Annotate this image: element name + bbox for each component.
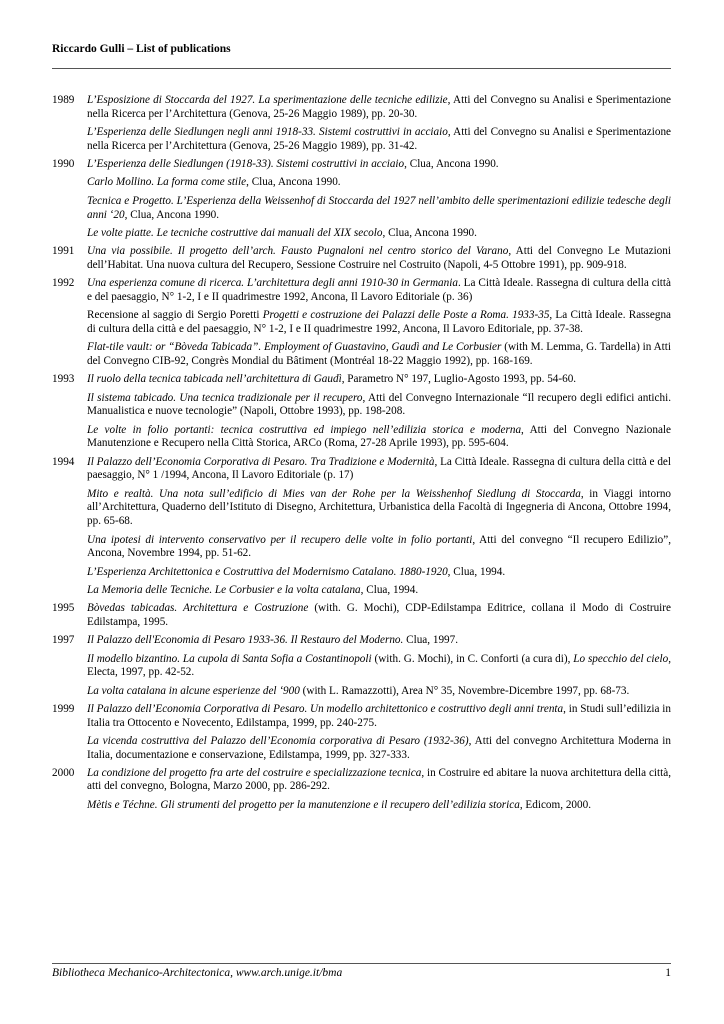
publication-details: , Parametro N° 197, Luglio-Agosto 1993, pp. 54-60. [341, 373, 577, 386]
year-group [52, 158, 671, 241]
publication-entry [87, 488, 671, 529]
year-group [52, 703, 671, 762]
publication-year: 1992 [52, 277, 75, 290]
year-group [52, 373, 671, 451]
publication-entry [87, 176, 671, 190]
publication-details: , Clua, 1994. [447, 565, 506, 578]
publication-title: L’Esperienza delle Siedlungen negli anni 1918-33. Sistemi costruttivi in acciaio [87, 126, 448, 139]
publication-details: , in Studi sull’edilizia in Italia tra Ottocento e Novecento, Edilstampa, 1999, pp. 240-275. [87, 702, 672, 729]
publication-list [52, 94, 671, 817]
publication-details: , Atti del Convegno Nazionale Manutenzione e Recupero nella Città Storica, ARCo (Roma, 27-28 Aprile 1993), pp. 595-604. [87, 423, 671, 450]
year-group [52, 602, 671, 629]
publication-details: , Atti del Convegno su Analisi e Sperimentazione nella Ricerca per l’Architettura (Genova, 25-26 Maggio 1989), pp. 31-42. [87, 126, 671, 152]
publication-entry [87, 392, 671, 419]
publication-details: , Atti del convegno “Il recupero Edilizio”, Ancona, Novembre 1994, pp. 51-62. [87, 533, 671, 560]
publication-title: Carlo Mollino. La forma come stile [87, 176, 247, 189]
year-group [52, 456, 671, 598]
publication-title: L’Esperienza Architettonica e Costruttiva del Modernismo Catalano. 1880-1920 [87, 565, 448, 578]
publication-details: (with L. Ramazzotti), Area N° 35, Novembre-Dicembre 1997, pp. 68-73. [299, 684, 630, 697]
publication-entry [87, 373, 671, 387]
publication-title: Il Palazzo dell'Economia di Pesaro 1933-36. Il Restauro del Moderno. [87, 634, 404, 647]
header-divider [52, 68, 671, 69]
publication-entry [87, 602, 671, 629]
publication-year: 1993 [52, 373, 75, 386]
publication-details: (with. G. Mochi), CDP-Edilstampa Editrice, collana il Modo di Costruire Edilstampa, 1995. [87, 602, 671, 628]
publication-title: Una ipotesi di intervento conservativo per il recupero delle volte in folio portanti [87, 533, 473, 546]
publication-title: Una via possibile. Il progetto dell’arch. Fausto Pugnaloni nel centro storico del Varano [87, 245, 509, 258]
year-group [52, 245, 671, 272]
publication-title: La condizione del progetto fra arte del costruire e specializzazione tecnica [87, 766, 422, 779]
publication-details: Clua, 1997. [403, 634, 459, 647]
year-group [52, 767, 671, 813]
publication-title: Le volte piatte. Le tecniche costruttive dai manuali del XIX secolo [87, 227, 383, 240]
publication-entry [87, 126, 671, 153]
publication-title: Bòvedas tabicadas. Architettura e Costruzione [87, 602, 309, 615]
publication-title: Una esperienza comune di ricerca. L’architettura degli anni 1910-30 in Germania [87, 277, 458, 290]
publication-entry [87, 534, 671, 561]
publication-details: , Clua, Ancona 1990. [124, 208, 220, 221]
publication-year: 1994 [52, 455, 75, 468]
publication-entry [87, 94, 671, 121]
publication-details: , Clua, 1994. [360, 584, 419, 597]
publication-year: 1990 [52, 157, 75, 170]
publication-year: 1991 [52, 245, 75, 258]
publication-entry [87, 456, 671, 483]
publication-entry [87, 341, 671, 368]
publication-entry [87, 584, 671, 598]
year-group [52, 94, 671, 153]
publication-details: , Electa, 1997, pp. 42-52. [87, 652, 672, 679]
publication-year: 2000 [52, 766, 75, 779]
publication-details: , Clua, Ancona 1990. [382, 227, 477, 240]
publication-details: , Atti del Convegno Le Mutazioni dell’Habitat. Una nuova cultura del Recupero, Sessione Costruire nel Costruito (Napoli, 4-5 Ottobre 1991), pp. 909-918. [87, 245, 671, 271]
publication-title: L’Esperienza delle Siedlungen (1918-33). Sistemi costruttivi in acciaio [87, 157, 405, 170]
publication-details: , in Viaggi intorno all’Architettura, Quaderno dell’Istituto di Disegno, Architettura, Urbanistica della Facoltà di Ingegneria di Ancona, Ottobre 1994, pp. 65-68. [87, 487, 672, 527]
publication-entry [87, 685, 671, 699]
publication-details: , Clua, Ancona 1990. [246, 176, 341, 189]
publication-details: , Atti del Convegno su Analisi e Sperimentazione nella Ricerca per l’Architettura (Genova, 25-26 Maggio 1989), pp. 20-30. [87, 94, 672, 120]
publication-entry [87, 227, 671, 241]
publication-title: Tecnica e Progetto. L’Esperienza della Weissenhof di Stoccarda del 1927 nell’ambito delle sperimentazioni edilizie tedesche degli anni ‘20 [87, 195, 671, 221]
page-header-title: Riccardo Gulli – List of publications [52, 43, 231, 55]
publication-title: Le volte in folio portanti: tecnica costruttiva ed impiego nell’edilizia storica e moderna [87, 423, 522, 436]
year-group [52, 277, 671, 369]
publication-details: , Atti del convegno Architettura Moderna in Italia, documentazione e conservazione, Edilstampa, 1999, pp. 327-333. [87, 735, 671, 761]
publication-entry [87, 158, 671, 172]
footer-text: Bibliotheca Mechanico-Architectonica, www.arch.unige.it/bma [52, 967, 343, 979]
publication-title: Il modello bizantino. La cupola di Santa Sofia a Costantinopoli [87, 652, 372, 665]
page-number: 1 [665, 967, 671, 979]
publication-details: (with. G. Mochi), in C. Conforti (a cura di), [371, 652, 574, 665]
publication-entry [87, 424, 671, 451]
publication-title: Il Palazzo dell’Economia Corporativa di Pesaro. Tra Tradizione e Modernità [87, 455, 435, 468]
publication-details: . La Città Ideale. Rassegna di cultura della città e del paesaggio, N° 1-2, I e II quadrimestre 1992, Ancona, Il Lavoro Editoriale (p. 36) [87, 277, 671, 303]
publication-title: L’Esposizione di Stoccarda del 1927. La sperimentazione delle tecniche edilizie [87, 94, 448, 106]
publication-entry [87, 703, 671, 730]
publication-title: Il sistema tabicado. Una tecnica tradizionale per il recupero [87, 391, 363, 404]
publication-title: La volta catalana in alcune esperienze del ‘900 [87, 684, 300, 697]
publication-details: , La Città Ideale. Rassegna di cultura della città e del paesaggio, N° 1-2, I e II quadrimestre 1992, Ancona, Il Lavoro Editoriale, pp. 37-38. [87, 309, 672, 335]
publication-entry [87, 799, 671, 813]
publication-title: Il Palazzo dell’Economia Corporativa di Pesaro. Un modello architettonico e costruttivo degli anni trenta [87, 702, 564, 715]
publication-entry [87, 767, 671, 794]
publication-year: 1989 [52, 94, 75, 106]
publication-details: , Clua, Ancona 1990. [404, 157, 499, 170]
publication-details: , La Città Ideale. Rassegna di cultura della città e del paesaggio, N° 1 /1994, Ancona, Il Lavoro Editoriale (p. 17) [87, 455, 671, 482]
publication-title: Flat-tile vault: or “Bòveda Tabicada”. Employment of Guastavino, Gaudì and Le Corbusier [87, 341, 502, 354]
publication-year: 1995 [52, 602, 75, 615]
page-footer [52, 967, 671, 979]
publication-entry [87, 735, 671, 762]
year-group [52, 634, 671, 698]
publication-details: , Atti del Convegno Internazionale “Il recupero degli edifici antichi. Manualistica e nuove tecnologie” (Napoli, Ottobre 1993), pp. 198-208. [87, 391, 672, 418]
publication-details: (with M. Lemma, G. Tardella) in Atti del Convegno CIB-92, Congrès Mondial du Bâtiment (Montréal 18-22 Maggio 1992), pp. 168-169. [87, 341, 672, 367]
publication-details: , in Costruire ed abitare la nuova architettura della città, atti del convegno, Bologna, Marzo 2000, pp. 286-292. [87, 766, 672, 793]
publication-entry [87, 195, 671, 222]
publication-title: Mito e realtà. Una nota sull’edificio di Mies van der Rohe per la Weisshenhof Siedlung di Stoccarda [87, 487, 581, 500]
publication-entry [87, 309, 671, 336]
publication-year: 1999 [52, 702, 75, 715]
publication-title: La Memoria delle Tecniche. Le Corbusier e la volta catalana [87, 584, 361, 597]
publication-entry [87, 566, 671, 580]
publication-title: Mètis e Téchne. Gli strumenti del progetto per la manutenzione e il recupero dell’edilizia storica [87, 799, 520, 812]
publication-details: Recensione al saggio di Sergio Poretti [87, 309, 263, 322]
publication-title: Il ruolo della tecnica tabicada nell’architettura di Gaudì [87, 373, 342, 386]
publication-entry [87, 245, 671, 272]
publication-details: , Edicom, 2000. [519, 799, 591, 812]
publication-title: Lo specchio del cielo [573, 652, 669, 665]
publication-title: La vicenda costruttiva del Palazzo dell’Economia corporativa di Pesaro (1932-36) [87, 735, 469, 748]
publication-entry [87, 277, 671, 304]
footer-divider [52, 963, 671, 964]
publication-entry [87, 634, 671, 648]
publication-year: 1997 [52, 634, 75, 647]
publication-entry [87, 653, 671, 680]
publication-title: Progetti e costruzione dei Palazzi delle Poste a Roma. 1933-35 [262, 309, 550, 322]
